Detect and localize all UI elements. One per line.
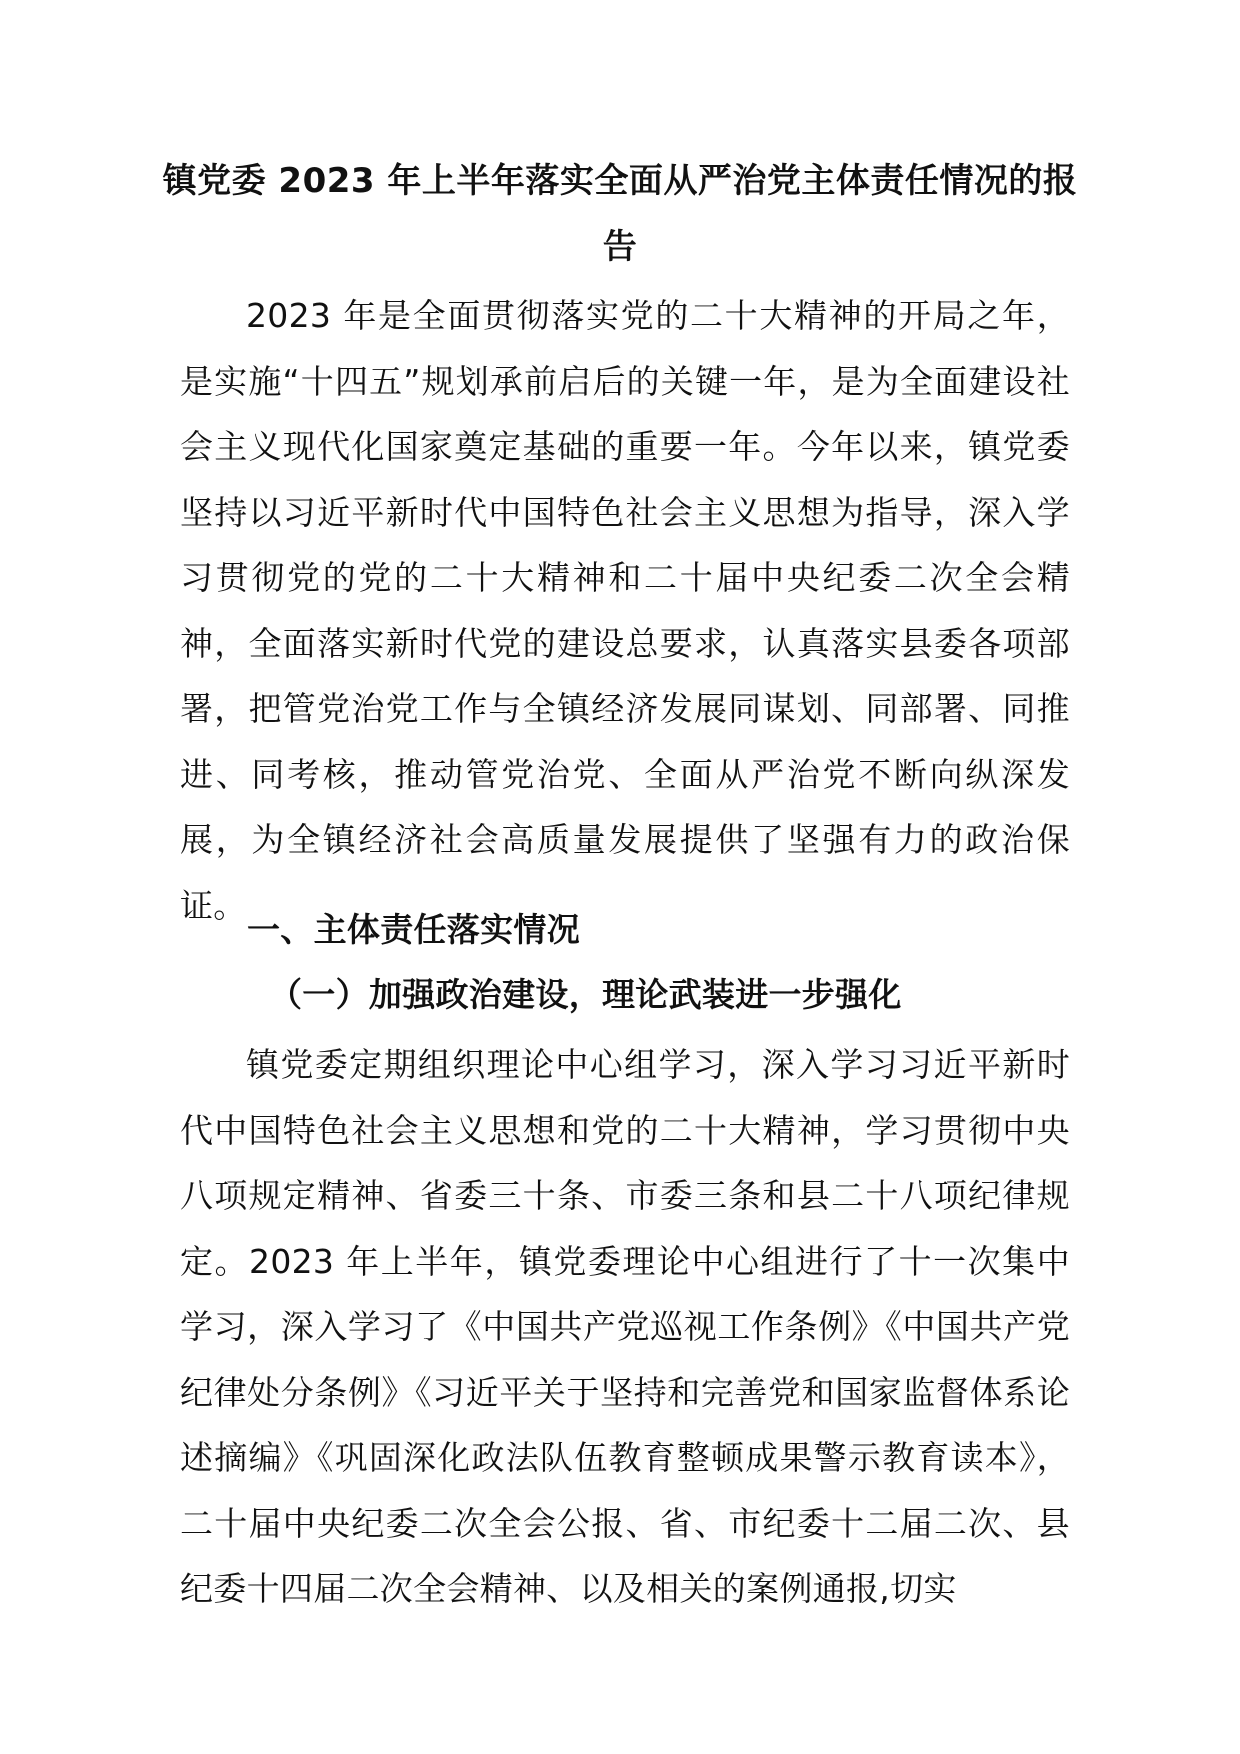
intro-paragraph: 2023 年是全面贯彻落实党的二十大精神的开局之年，是实施“十四五”规划承前启后的关键一年，是为全面建设社会主义现代化国家奠定基础的重要一年。今年以来，镇党委坚持以习近平新时代中国特色社会主义思想为指导，深入学习贯彻党的党的二十大精神和二十届中央纪委二次全会精神，全面落实新时代党的建设总要求，认真落实县委各项部署，把管党治党工作与全镇经济发展同谋划、同部署、同推进、同考核，推动管党治党、全面从严治党不断向纵深发展，为全镇经济社会高质量发展提供了坚强有力的政治保证。 (180, 296, 1070, 925)
subsection-paragraph: 镇党委定期组织理论中心组学习，深入学习习近平新时代中国特色社会主义思想和党的二十大精神，学习贯彻中央八项规定精神、省委三十条、市委三条和县二十八项纪律规定。2023 年上半年，镇党委理论中心组进行了十一次集中学习，深入学习了《中国共产党巡视工作条例》《中国共产党纪律处分条例》《习近平关于坚持和完善党和国家监督体系论述摘编》《巩固深化政法队伍教育整顿成果警示教育读本》，二十届中央纪委二次全会公报、省、市纪委十二届二次、县纪委十四届二次全会精神、以及相关的案例通报,切实 (180, 1045, 1070, 1608)
section-heading: 一、主体责任落实情况 (247, 910, 580, 949)
document-title: 镇党委 2023 年上半年落实全面从严治党主体责任情况的报告 (162, 161, 1078, 267)
subsection-heading: （一）加强政治建设，理论武装进一步强化 (269, 975, 902, 1014)
